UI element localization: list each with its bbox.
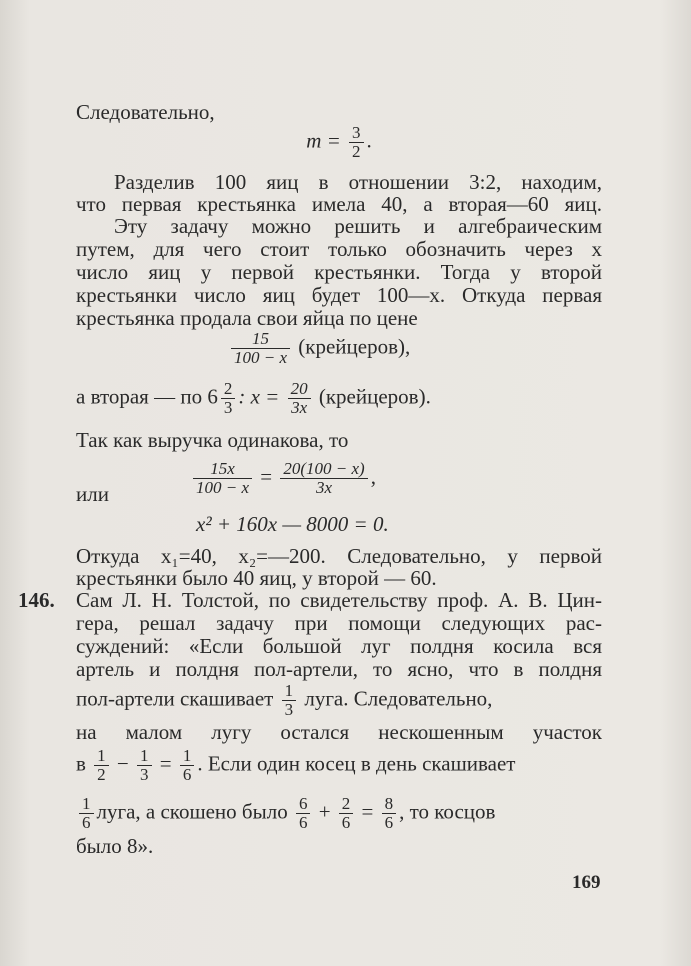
formula-line [76, 747, 602, 784]
fraction [137, 747, 152, 784]
page-number: 169 [572, 872, 601, 893]
formula-text: : x = [238, 384, 280, 409]
denominator: 100 − x [196, 478, 250, 497]
numerator: 6 [296, 795, 311, 814]
equals: = [361, 799, 374, 824]
text-line: путем, для чего стоит только обозначить через x [76, 237, 602, 261]
text-line: Эту задачу можно решить и алгебраическим [114, 214, 602, 238]
fraction [339, 795, 354, 832]
plus: + [318, 799, 331, 824]
formula-text: . Если один косец в день скашивает [197, 751, 516, 776]
text-line: крестьянка продала свои яйца по цене [76, 306, 418, 330]
numerator: 2 [221, 380, 236, 399]
text-line: Так как выручка одинакова, то [76, 428, 349, 452]
denominator: 3 [284, 700, 294, 719]
formula-line [76, 795, 602, 832]
denominator: 3 [140, 765, 149, 784]
denominator: 6 [298, 813, 308, 832]
denominator: 2 [97, 765, 106, 784]
text-line: крестьянки число яиц будет 100—x. Откуда первая [76, 283, 602, 307]
text-line: на малом лугу остался нескошенным участок [76, 720, 602, 744]
numerator: 15 [231, 330, 290, 349]
fraction [79, 795, 94, 832]
denominator: 3x [291, 398, 308, 417]
fraction [349, 124, 364, 161]
text-line: Откуда x₁=40, x₂=—200. Следовательно, у первой [76, 544, 602, 568]
text-line: Сам Л. Н. Толстой, по свидетельству проф. А. В. Цин- [76, 588, 602, 612]
numerator: 1 [180, 747, 195, 766]
text-line: Следовательно, [76, 100, 215, 124]
punct: , [370, 464, 376, 489]
denominator: 100 − x [234, 348, 288, 367]
formula-text: , то косцов [399, 799, 496, 824]
text-line: Разделив 100 яиц в отношении 3:2, находим, [114, 170, 602, 194]
numerator: 1 [137, 747, 152, 766]
equals: = [159, 751, 172, 776]
numerator: 2 [339, 795, 354, 814]
numerator: 1 [282, 682, 297, 701]
numerator: 1 [79, 795, 94, 814]
numerator: 20 [288, 380, 311, 399]
numerator: 8 [382, 795, 397, 814]
formula-text: (крейцеров), [298, 334, 411, 359]
fraction [180, 747, 195, 784]
fraction [382, 795, 397, 832]
numerator: 20(100 − x) [280, 460, 367, 479]
fraction [288, 380, 311, 417]
denominator: 3x [316, 478, 333, 497]
denominator: 6 [341, 813, 351, 832]
fraction [231, 330, 290, 367]
formula-text: луга. Следовательно, [304, 686, 493, 711]
text-line: артель и полдня пол-артели, то ясно, что в полдня [76, 657, 602, 681]
text-line: крестьянки было 40 яиц, у второй — 60. [76, 566, 437, 590]
text-line: гера, решал задачу при помощи следующих рас- [76, 611, 602, 635]
numerator: 3 [349, 124, 364, 143]
formula-text: луга, а скошено было [96, 799, 288, 824]
formula-text: (крейцеров). [318, 384, 431, 409]
numerator: 15x [193, 460, 252, 479]
formula-text: а вторая — по 6 [76, 384, 218, 409]
denominator: 6 [384, 813, 394, 832]
fraction [94, 747, 109, 784]
punct: . [366, 128, 372, 153]
formula-lhs: m = [306, 128, 341, 153]
denominator: 6 [182, 765, 192, 784]
formula-text: пол-артели скашивает [76, 686, 274, 711]
equation-2: x² + 160x — 8000 = 0. [196, 512, 389, 536]
fraction [221, 380, 236, 417]
minus: − [116, 751, 129, 776]
text-line: число яиц у первой крестьянки. Тогда у второй [76, 260, 602, 284]
denominator: 3 [223, 398, 233, 417]
problem-number: 146. [18, 588, 55, 612]
formula-price-2 [76, 380, 602, 417]
text-line: суждений: «Если большой луг полдня косила вся [76, 634, 602, 658]
formula-line [76, 682, 602, 719]
formula-text: в [76, 751, 86, 776]
numerator: 1 [94, 747, 109, 766]
fraction [282, 682, 297, 719]
fraction [296, 795, 311, 832]
text-line: или [76, 482, 109, 506]
denominator: 6 [82, 813, 91, 832]
formula-price-1 [228, 330, 528, 367]
formula-m [76, 124, 602, 161]
text-line: что первая крестьянка имела 40, а вторая—60 яиц. [76, 192, 602, 216]
text-line: было 8». [76, 834, 154, 858]
equals: = [260, 464, 273, 489]
denominator: 2 [352, 142, 361, 161]
